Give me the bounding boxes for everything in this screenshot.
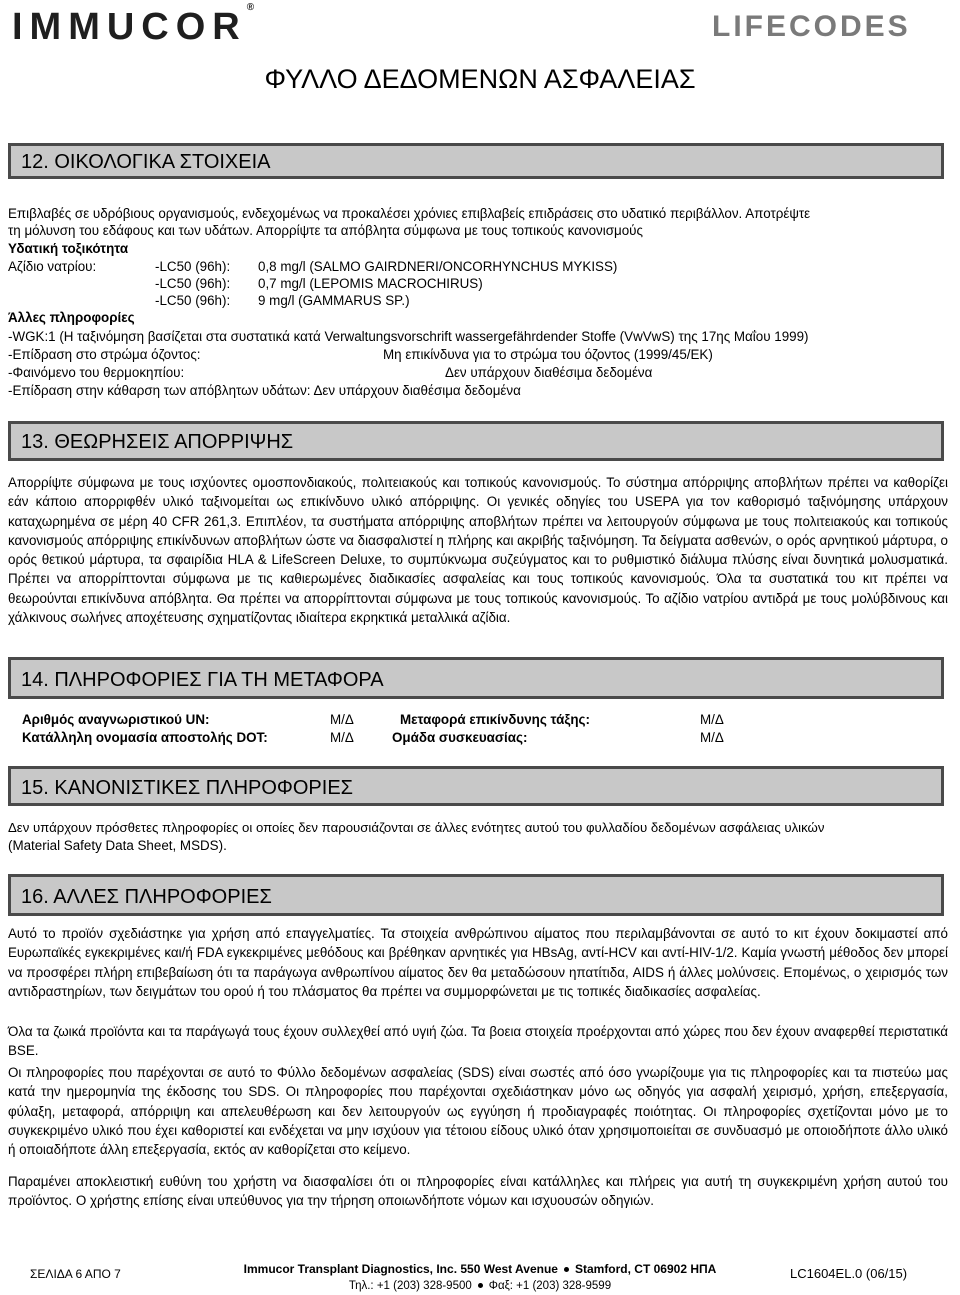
s15-line2: (Material Safety Data Sheet, MSDS). [8,838,227,853]
section-16-title: 16. ΑΛΛΕΣ ΠΛΗΡΟΦΟΡΙΕΣ [21,886,272,908]
section-13-title: 13. ΘΕΩΡΗΣΕΙΣ ΑΠΟΡΡΙΨΗΣ [21,431,294,453]
tox-value-2: 0,7 mg/l (LEPOMIS MACROCHIRUS) [258,276,483,291]
footer-contacts: Τηλ.: +1 (203) 328-9500 Φαξ: +1 (203) 328-9599 [348,1280,612,1292]
bullet-icon [478,1283,483,1288]
shipping-name-value: Μ/Δ [330,730,354,745]
section-12-title: 12. ΟΙΚΟΛΟΓΙΚΑ ΣΤΟΙΧΕΙΑ [21,151,271,173]
un-value: Μ/Δ [330,712,354,727]
section-14-header [8,657,944,699]
packing-group-label: Ομάδα συσκευασίας: [392,730,528,745]
lifecodes-logo: LIFECODES [712,10,911,43]
tox-test-2: -LC50 (96h): [155,276,231,291]
s16-paragraph-2: Όλα τα ζωικά προϊόντα και τα παράγωγά τους έχουν συλλεχθεί από υγιή ζώα. Τα βοεια στοιχεία προέρχονται από χώρες που δεν έχουν αναφερθεί περιστατικά BSE. [8,1024,948,1059]
section-16-header [8,874,944,916]
document-code: LC1604EL.0 (06/15) [790,1266,908,1281]
wgk-line: -WGK:1 (Η ταξινόμηση βασίζεται στα συστατικά κατά Verwaltungsvorschrift wassergefährdender Stoffe (VwVwS) της 17ης Μαΐου 1999) [8,329,809,344]
shipping-name-label: Κατάλληλη ονομασία αποστολής DOT: [22,730,268,745]
section-15-title: 15. ΚΑΝΟΝΙΣΤΙΚΕΣ ΠΛΗΡΟΦΟΡΙΕΣ [21,777,354,799]
tox-test-3: -LC50 (96h): [155,293,231,308]
s12-line2: τη μόλυνση του εδάφους και των υδάτων. Απορρίψτε τα απόβλητα σύμφωνα με τους τοπικούς κανονισμούς [8,223,643,238]
bullet-icon [564,1267,569,1272]
wastewater-line: -Επίδραση στην κάθαρση των απόβλητων υδάτων: Δεν υπάρχουν διαθέσιμα δεδομένα [8,383,521,398]
tox-test-1: -LC50 (96h): [155,259,231,274]
tox-value-1: 0,8 mg/l (SALMO GAIRDNERI/ONCORHYNCHUS MYKISS) [258,259,618,274]
tox-value-3: 9 mg/l (GAMMARUS SP.) [258,293,410,308]
greenhouse-value: Δεν υπάρχουν διαθέσιμα δεδομένα [445,365,653,380]
s16-paragraph-4: Παραμένει αποκλειστική ευθύνη του χρήστη να διασφαλίσει ότι οι πληροφορίες είναι κατάλληλες και πλήρεις για αυτή τη συγκεκριμένη χρήση αυτού του προϊόντος. Ο χρήστης επίσης είναι υπεύθυνος για την τήρηση οποιωνδήποτε νόμων και ισχυουσών οδηγιών. [8,1174,948,1209]
footer-address: Immucor Transplant Diagnostics, Inc. 550 West Avenue Stamford, CT 06902 ΗΠΑ [243,1262,717,1276]
hazard-class-value: Μ/Δ [700,712,724,727]
s16-paragraph-3: Οι πληροφορίες που παρέχονται σε αυτό το Φύλλο δεδομένων ασφαλείας (SDS) είναι σωστές από όσο γνωρίζουμε για τις πληροφορίες και τα πιστεύω μας κατά την ημερομηνία της έκδοσης του SDS. Οι πληροφορίες που παρέχονται σχεδιάστηκαν μόνο ως οδηγός για ασφαλή χειρισμό, χρήση, επεξεργασία, φύλαξη, μεταφορά, απόρριψη και απελευθέρωση και δεν λειτουργούν ως εγγύηση ή προδιαγραφές ποιότητας. Οι πληροφορίες σχετίζονται μόνο με το συγκεκριμένο υλικό που έχει καθοριστεί και ενδέχεται να μην ισχύουν για τέτοιου είδους υλικό όταν χρησιμοποιείται σε συνδυασμό με οποιοδήποτε άλλο υλικό ή οποιαδήποτε άλλη επεξεργασία, εκτός αν καθορίζεται στο κείμενο. [8,1065,948,1158]
un-label: Αριθμός αναγνωριστικού UN: [22,712,210,727]
section-12-header [8,143,944,179]
document-title: ΦΥΛΛΟ ΔΕΔΟΜΕΝΩΝ ΑΣΦΑΛΕΙΑΣ [264,64,696,94]
packing-group-value: Μ/Δ [700,730,724,745]
immucor-logo: IMMUCOR® [12,2,255,48]
page-number: ΣΕΛΙΔΑ 6 ΑΠΟ 7 [30,1267,121,1281]
section-14-title: 14. ΠΛΗΡΟΦΟΡΙΕΣ ΓΙΑ ΤΗ ΜΕΤΑΦΟΡΑ [21,669,384,691]
s15-line1: Δεν υπάρχουν πρόσθετες πληροφορίες οι οποίες δεν παρουσιάζονται σε άλλες ενότητες αυτού του φυλλαδίου δεδομένων ασφάλειας υλικών [8,820,825,835]
ozone-label: -Επίδραση στο στρώμα όζοντος: [8,347,201,362]
other-info-heading: Άλλες πληροφορίες [8,310,135,325]
greenhouse-label: -Φαινόμενο του θερμοκηπίου: [8,365,185,380]
toxicity-heading: Υδατική τοξικότητα [8,241,129,256]
s12-line1: Επιβλαβές σε υδρόβιους οργανισμούς, ενδεχομένως να προκαλέσει χρόνιες επιβλαβείς επιδράσεις στο υδατικό περιβάλλον. Αποτρέψτε [8,206,811,221]
section-15-header [8,766,944,806]
s13-text: Απορρίψτε σύμφωνα με τους ισχύοντες ομοσπονδιακούς, πολιτειακούς και τοπικούς κανονισμούς. Το σύστημα απόρριψης αποβλήτων πρέπει να καθορίζει εάν κάποιο απορριφθέν υλικό ταξινομείται ως επικίνδυνο υλικό απόρριψης. Οι γενικές οδηγίες του USEPA για τον καθορισμό ταξινόμησης υπάρχουν καταχωρημένα σε μέρη 40 CFR 261,3. Επιπλέον, τα συστήματα απόρριψης αποβλήτων πρέπει να λειτουργούν σύμφωνα με τους πολιτειακούς και τοπικούς κανονισμούς απόρριψης επικίνδυνων αποβλήτων ώστε να διασφαλιστεί η πλήρης και ακριβής ταξινόμηση. Τα δείγματα ασθενών, ο ορός αρνητικού μάρτυρα, ο ορός θετικού μάρτυρα, τα σφαιρίδια HLA & LifeScreen Deluxe, το συμπύκνωμα συζεύγματος και το ρυθμιστικό διάλυμα πλύσης είναι δυνητικά μολυσματικά. Πρέπει να απορρίπτονται σύμφωνα με τις καθιερωμένες διαδικασίες ασφαλείας και τους τοπικούς κανονισμούς. Όλα τα συστατικά του κιτ πρέπει να θεωρούνται επικίνδυνα απόβλητα. Θα πρέπει να απορρίπτονται σύμφωνα με τους τοπικούς κανονισμούς. Το αζίδιο νατρίου αντιδρά με τους μολύβδινους και χάλκινους σωλήνες αποχέτευσης σχηματίζοντας ιδιαίτερα εκρηκτικά μεταλλικά αζίδια. [8,475,948,626]
s16-paragraph-1: Αυτό το προϊόν σχεδιάστηκε για χρήση από επαγγελματίες. Τα στοιχεία ανθρώπινου αίματος που περιλαμβάνονται σε αυτό το κιτ έχουν δοκιμαστεί από Ευρωπαϊκές εγκεκριμένες και/ή FDA εγκεκριμένες μεθόδους και βρέθηκαν αρνητικές για HBsAg, αντί-HCV και αντί-HIV-1/2. Καμία γνωστή μέθοδος δεν μπορεί να προσφέρει πλήρη επιβεβαίωση ότι τα παράγωγα ανθρωπίνου αίματος δεν θα μεταδώσουν ηπατίτιδα, AIDS ή άλλες μολύνσεις. Επομένως, ο χειρισμός των αντιδραστηρίων, των δειγμάτων του ορού ή του πλάσματος θα πρέπει να συμμορφώνεται με τις τοπικές διαδικασίες ασφαλείας. [8,926,948,999]
section-13-header [8,421,944,461]
tox-label: Αζίδιο νατρίου: [8,259,97,274]
ozone-value: Μη επικίνδυνα για το στρώμα του όζοντος (1999/45/ΕΚ) [383,347,713,362]
hazard-class-label: Μεταφορά επικίνδυνης τάξης: [400,712,590,727]
